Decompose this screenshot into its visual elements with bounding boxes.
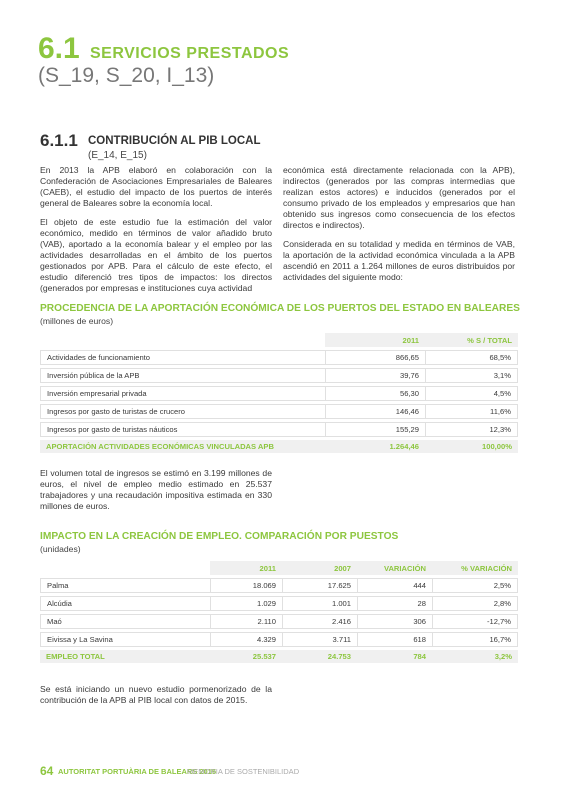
row-percent: 16,7% [432, 632, 518, 647]
section-title: SERVICIOS PRESTADOS [90, 45, 290, 62]
table2-title: IMPACTO EN LA CREACIÓN DE EMPLEO. COMPARACIÓN POR PUESTOS [40, 531, 399, 542]
row-value: 17.625 [282, 578, 357, 593]
row-label: Inversión empresarial privada [40, 386, 325, 401]
row-percent: 3,1% [425, 368, 518, 383]
intro-paragraph: económica está directamente relacionada con la APB), indirectos (generados por las compras intermedias que realizan estos actores) e inducidos (generados por el consumo privado de los empleados y empresarios que han obtenido sus ingresos como consecuencia de los efectos directos e indirectos). [283, 165, 515, 230]
row-value: 4.329 [210, 632, 282, 647]
total-percent: 100,00% [425, 440, 518, 453]
row-value: 18.069 [210, 578, 282, 593]
row-percent: 12,3% [425, 422, 518, 437]
closing-text: Se está iniciando un nuevo estudio pormenorizado de la contribución de la APB al PIB local con datos de 2015. [40, 684, 272, 705]
total-value: 25.537 [210, 650, 282, 663]
total-value: 24.753 [282, 650, 357, 663]
row-value: 306 [357, 614, 432, 629]
table-header-blank [40, 561, 210, 575]
table-header: 2011 [210, 561, 282, 575]
total-label: EMPLEO TOTAL [40, 650, 210, 663]
table-header: 2007 [282, 561, 357, 575]
table-row [40, 404, 518, 419]
row-value: 1.029 [210, 596, 282, 611]
row-label: Alcúdia [40, 596, 210, 611]
footer-document-title: MEMORIA DE SOSTENIBILIDAD [187, 767, 300, 776]
page-number: 64 [40, 764, 54, 778]
row-value: 3.711 [282, 632, 357, 647]
row-value: 618 [357, 632, 432, 647]
table-row [40, 578, 518, 593]
row-label: Palma [40, 578, 210, 593]
footer-organization: AUTORITAT PORTUÀRIA DE BALEARS 2015 [58, 767, 217, 776]
row-value: 146,46 [325, 404, 425, 419]
total-label: APORTACIÓN ACTIVIDADES ECONÓMICAS VINCULADAS APB [40, 440, 325, 453]
row-label: Ingresos por gasto de turistas de crucero [40, 404, 325, 419]
table2-subtitle: (unidades) [40, 544, 81, 554]
table-total-row [40, 650, 518, 663]
row-label: Maó [40, 614, 210, 629]
row-label: Eivissa y La Savina [40, 632, 210, 647]
row-value: 1.001 [282, 596, 357, 611]
table-row [40, 632, 518, 647]
section-codes: (S_19, S_20, I_13) [38, 64, 215, 87]
subsection-codes: (E_14, E_15) [88, 150, 147, 161]
row-value: 56,30 [325, 386, 425, 401]
section-number: 6.1 [38, 32, 80, 65]
row-value: 155,29 [325, 422, 425, 437]
table1-subtitle: (millones de euros) [40, 316, 114, 326]
intro-paragraph: Considerada en su totalidad y medida en términos de VAB, la aportación de la actividad económica vinculada a la APB ascendió en 2011 a 1.264 millones de euros distribuidos por actividades del siguiente modo: [283, 239, 515, 282]
row-percent: -12,7% [432, 614, 518, 629]
row-value: 444 [357, 578, 432, 593]
total-percent: 3,2% [432, 650, 518, 663]
row-percent: 2,5% [432, 578, 518, 593]
table-row [40, 614, 518, 629]
table-row [40, 422, 518, 437]
table-header: VARIACIÓN [357, 561, 432, 575]
economic-contribution-table [40, 330, 518, 456]
table-row [40, 596, 518, 611]
intro-paragraph: En 2013 la APB elaboró en colaboración con la Confederación de Asociaciones Empresariales de Baleares (CAEB), el estudio del impacto de los puertos de interés general de Baleares sobre la economía local. [40, 165, 272, 208]
row-label: Actividades de funcionamiento [40, 350, 325, 365]
employment-summary-text: El volumen total de ingresos se estimó en 3.199 millones de euros, el nivel de empleo medio estimado en 25.537 trabajadores y una recaudación impositiva estimada en 330 millones de euros. [40, 468, 272, 511]
table-header-blank [40, 333, 325, 347]
table-row [40, 350, 518, 365]
row-value: 28 [357, 596, 432, 611]
intro-right-column [283, 165, 515, 291]
table-row [40, 368, 518, 383]
subsection-title: CONTRIBUCIÓN AL PIB LOCAL [88, 135, 261, 147]
total-value: 1.264,46 [325, 440, 425, 453]
row-percent: 4,5% [425, 386, 518, 401]
row-label: Ingresos por gasto de turistas náuticos [40, 422, 325, 437]
row-label: Inversión pública de la APB [40, 368, 325, 383]
table-total-row [40, 440, 518, 453]
row-value: 2.416 [282, 614, 357, 629]
table-header: % S / TOTAL [425, 333, 518, 347]
employment-impact-table [40, 558, 518, 666]
row-value: 39,76 [325, 368, 425, 383]
total-value: 784 [357, 650, 432, 663]
row-value: 2.110 [210, 614, 282, 629]
row-value: 866,65 [325, 350, 425, 365]
table-header: % VARIACIÓN [432, 561, 518, 575]
table-row [40, 386, 518, 401]
row-percent: 2,8% [432, 596, 518, 611]
subsection-number: 6.1.1 [40, 131, 78, 150]
table-header: 2011 [325, 333, 425, 347]
table1-title: PROCEDENCIA DE LA APORTACIÓN ECONÓMICA DE LOS PUERTOS DEL ESTADO EN BALEARES [40, 303, 520, 314]
intro-paragraph: El objeto de este estudio fue la estimación del valor económico, medido en términos de valor añadido bruto (VAB), aportado a la economía balear y el empleo por las actividades desarrolladas en el ámbito de los puertos gestionados por APB. Para el cálculo de este efecto, el estudio diferenció tres tipos de impactos: los directos (generados por empresas e instituciones cuya actividad [40, 217, 272, 293]
row-percent: 11,6% [425, 404, 518, 419]
row-percent: 68,5% [425, 350, 518, 365]
intro-left-column [40, 165, 272, 302]
